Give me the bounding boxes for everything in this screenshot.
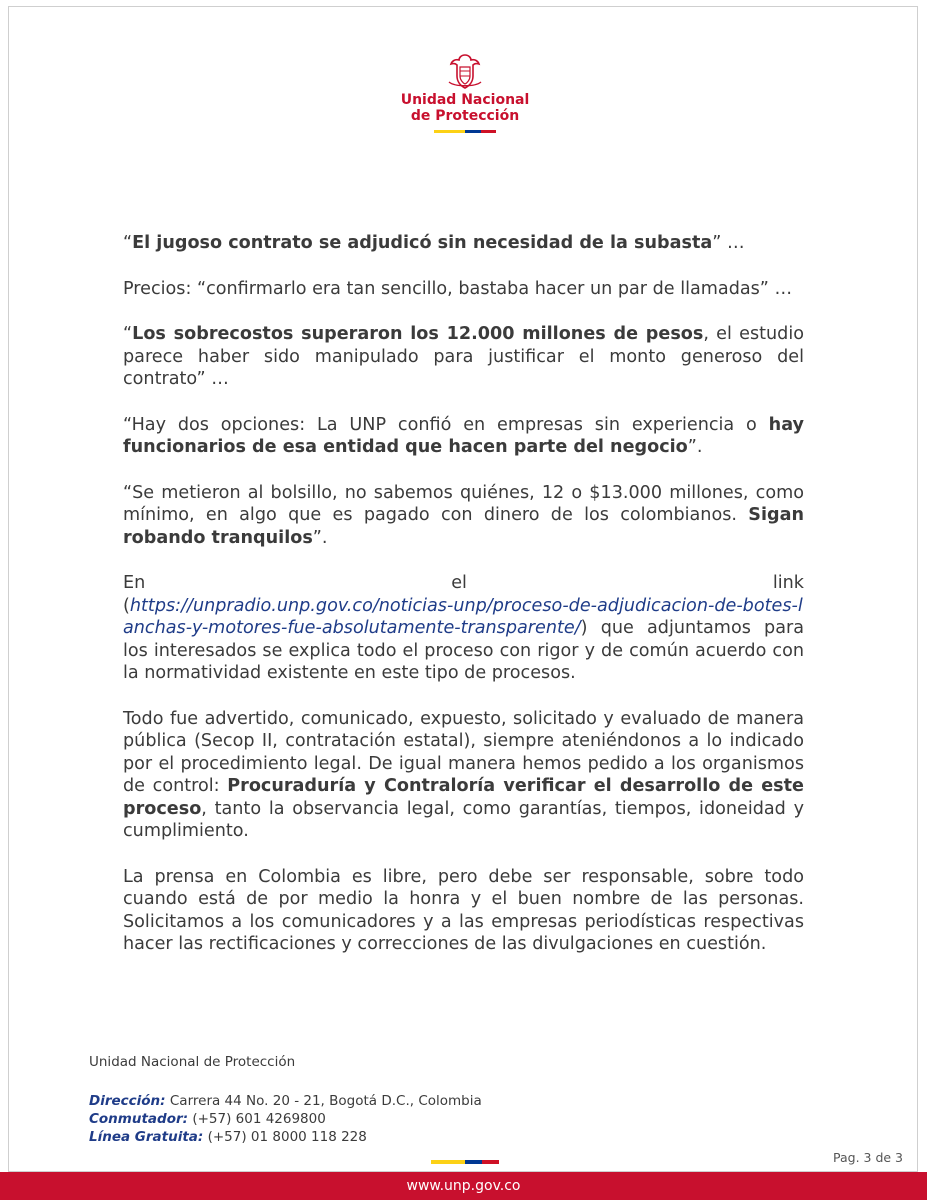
flag-stripe bbox=[434, 130, 496, 133]
footer-flag-yellow bbox=[431, 1160, 465, 1164]
coat-of-arms-icon bbox=[445, 52, 485, 92]
p3-bold: Los sobrecostos superaron los 12.000 millones de pesos bbox=[132, 324, 704, 344]
document-body bbox=[123, 232, 804, 979]
p6-paren: ( bbox=[123, 595, 130, 616]
footer-flag-red bbox=[482, 1160, 499, 1164]
p3-tail: , el estudio parece haber sido manipulado para justificar el monto generoso del contrato” … bbox=[123, 324, 804, 389]
address-label: Dirección: bbox=[89, 1093, 166, 1109]
paragraph-7 bbox=[123, 708, 804, 843]
footer-flag-blue bbox=[465, 1160, 482, 1164]
p6-rest bbox=[123, 595, 804, 685]
p7-tail: , tanto la observancia legal, como garantías, tiempos, idoneidad y cumplimiento. bbox=[123, 798, 804, 841]
unp-radio-link[interactable]: https://unpradio.unp.gov.co/noticias-unp/proceso-de-adjudicacion-de-botes-lanchas-y-motores-fue-absolutamente-transparente/ bbox=[123, 595, 803, 638]
website-link[interactable]: www.unp.gov.co bbox=[406, 1178, 521, 1194]
p6-word-el: el bbox=[451, 573, 467, 593]
footer-org-name: Unidad Nacional de Protección bbox=[89, 1054, 296, 1070]
p1-quote: “ bbox=[123, 233, 133, 253]
p4-bold: hay funcionarios de esa entidad que hacen parte del negocio bbox=[123, 414, 804, 457]
p7-lead: Todo fue advertido, comunicado, expuesto, solicitado y evaluado de manera pública (Secop II, contratación estatal), siempre ateniéndonos a lo indicado por el procedimiento legal. De igual manera hemos pedido a los organismos de control: bbox=[123, 708, 804, 796]
p6-first-line bbox=[123, 572, 804, 595]
footer-phone bbox=[89, 1110, 482, 1128]
flag-yellow bbox=[434, 130, 465, 133]
p4-tail: ”. bbox=[687, 437, 703, 457]
footer-contact bbox=[89, 1053, 482, 1146]
footer-flag-stripe bbox=[431, 1160, 499, 1164]
phone-label: Conmutador: bbox=[89, 1111, 189, 1127]
p5-lead: “Se metieron al bolsillo, no sabemos quiénes, 12 o $13.000 millones, como mínimo, en algo que es pagado con dinero de los colombianos. bbox=[123, 482, 804, 525]
paragraph-1 bbox=[123, 232, 804, 255]
p6-word-link: link bbox=[772, 573, 804, 593]
paragraph-6 bbox=[123, 572, 804, 685]
p7-bold: Procuraduría y Contraloría verificar el desarrollo de este proceso bbox=[123, 776, 804, 819]
org-name-line1: Unidad Nacional bbox=[400, 92, 530, 108]
paragraph-4 bbox=[123, 414, 804, 459]
tollfree-label: Línea Gratuita: bbox=[89, 1129, 204, 1145]
p6-word-en: En bbox=[123, 573, 146, 593]
footer-tollfree bbox=[89, 1128, 482, 1146]
flag-blue bbox=[465, 130, 481, 133]
flag-red bbox=[481, 130, 496, 133]
p3-quote: “ bbox=[123, 324, 133, 344]
address-value: Carrera 44 No. 20 - 21, Bogotá D.C., Colombia bbox=[165, 1093, 482, 1109]
paragraph-8: La prensa en Colombia es libre, pero debe ser responsable, sobre todo cuando está de por medio la honra y el buen nombre de las personas. Solicitamos a los comunicadores y a las empresas periodísticas respectivas hacer las rectificaciones y correcciones de las divulgaciones en cuestión. bbox=[123, 866, 804, 954]
paragraph-2: Precios: “confirmarlo era tan sencillo, bastaba hacer un par de llamadas” … bbox=[123, 278, 793, 299]
footer-address bbox=[89, 1092, 482, 1110]
header-logo bbox=[390, 52, 540, 133]
p5-bold: Sigan robando tranquilos bbox=[123, 505, 804, 548]
paragraph-5 bbox=[123, 482, 804, 550]
p4-lead: “Hay dos opciones: La UNP confió en empresas sin experiencia o bbox=[123, 414, 769, 435]
phone-value: (+57) 601 4269800 bbox=[188, 1111, 326, 1127]
p5-tail: ”. bbox=[312, 527, 328, 548]
paragraph-3 bbox=[123, 323, 804, 391]
p6-tail: ) que adjuntamos para los interesados se explica todo el proceso con rigor y de común acuerdo con la normatividad existente en este tipo de procesos. bbox=[123, 618, 804, 683]
org-name-line2: de Protección bbox=[410, 108, 520, 124]
tollfree-value: (+57) 01 8000 118 228 bbox=[203, 1129, 367, 1145]
page-number: Pag. 3 de 3 bbox=[833, 1150, 903, 1165]
p1-bold: El jugoso contrato se adjudicó sin necesidad de la subasta bbox=[132, 233, 713, 253]
p1-tail: ” … bbox=[712, 233, 745, 253]
footer-banner bbox=[0, 1172, 927, 1200]
